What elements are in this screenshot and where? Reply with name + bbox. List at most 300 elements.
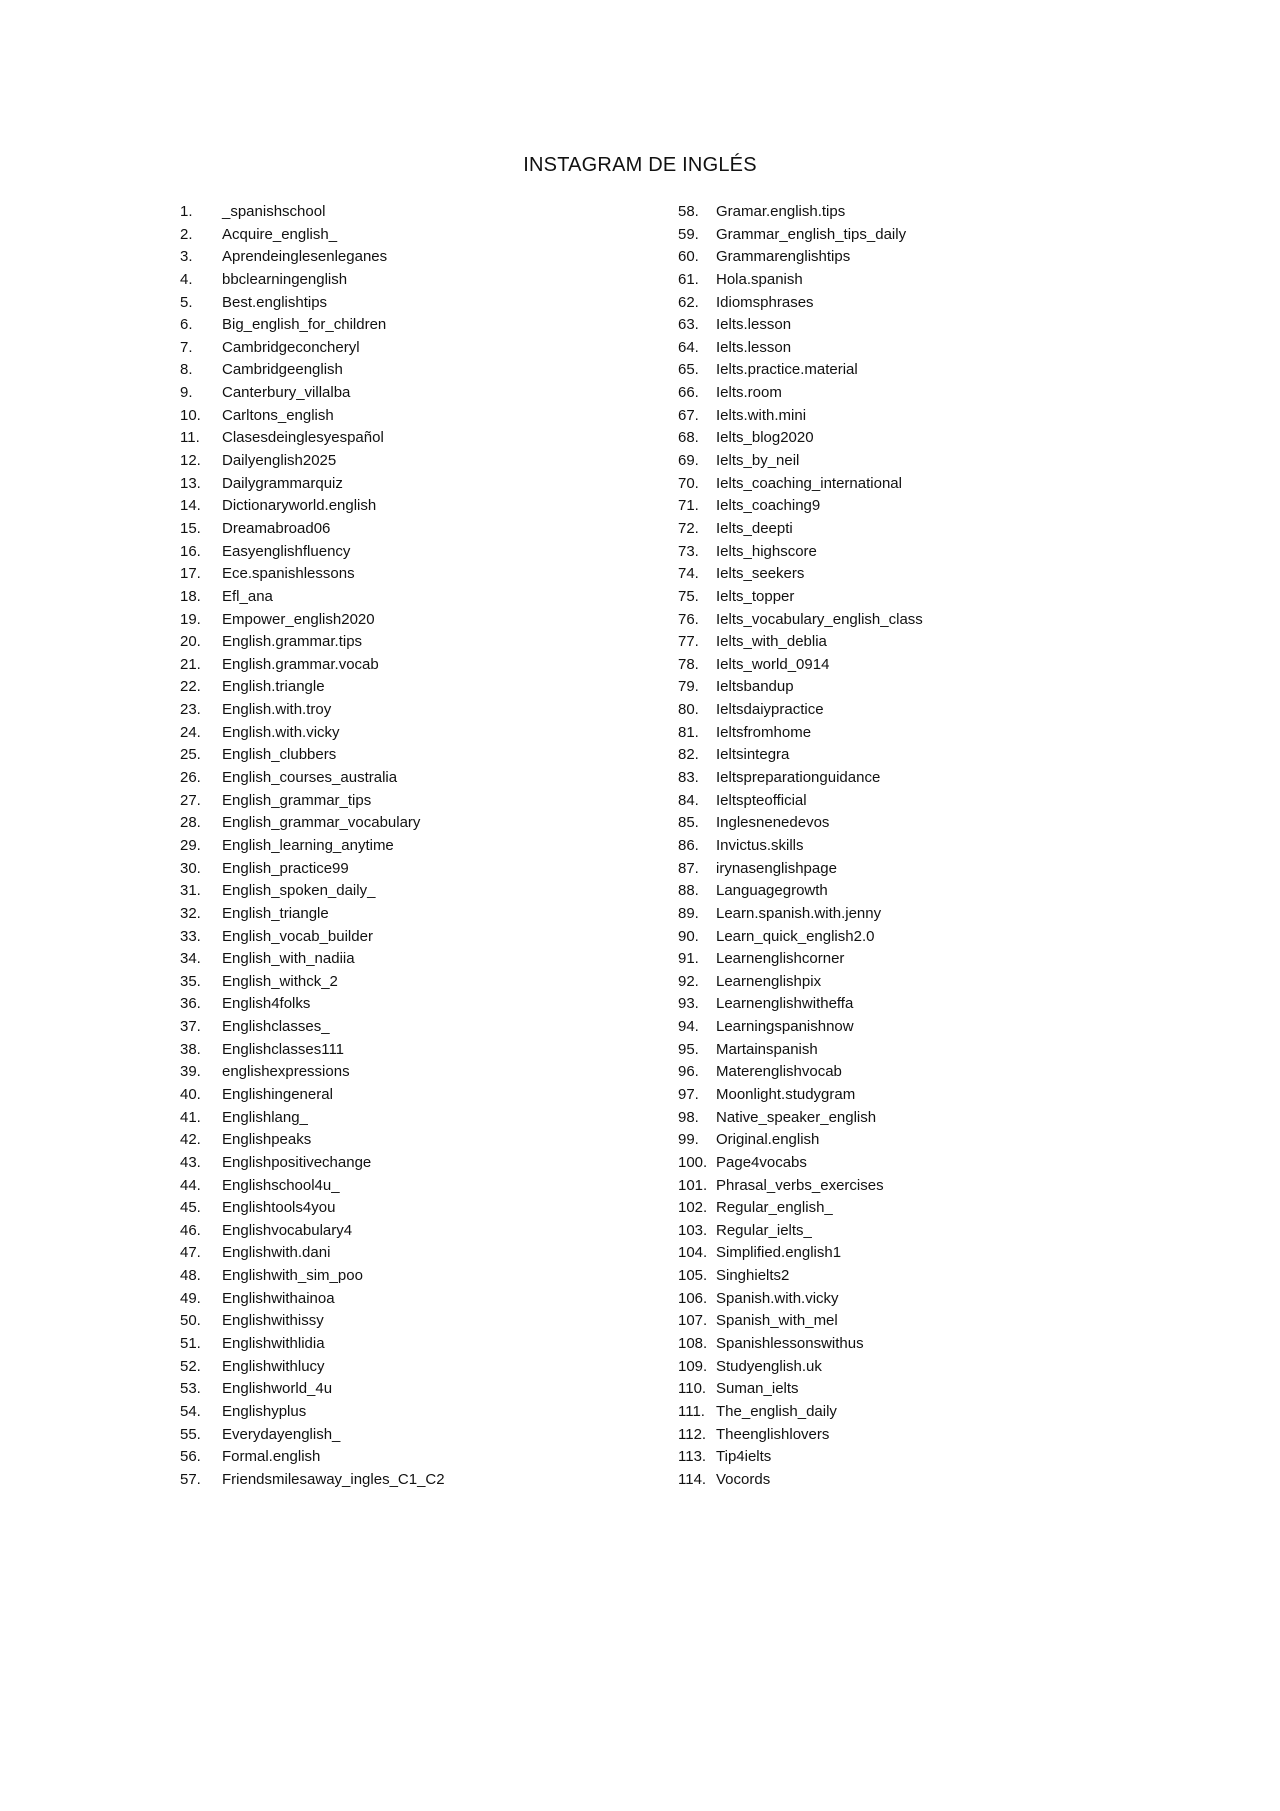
list-item	[180, 201, 640, 224]
list-item-account-name: Learn_quick_english2.0	[716, 927, 875, 945]
list-item-number: 17.	[180, 565, 201, 583]
list-item-number: 11.	[180, 429, 200, 447]
list-item-account-name: Original.english	[716, 1131, 820, 1149]
list-item-account-name: English.with.vicky	[222, 723, 340, 741]
list-item-number: 89.	[678, 904, 699, 922]
list-item-number: 78.	[678, 655, 699, 673]
list-item-account-name: Ieltsintegra	[716, 746, 790, 764]
list-item-account-name: Friendsmilesaway_ingles_C1_C2	[222, 1470, 445, 1488]
list-item	[180, 382, 640, 405]
list-item-number: 43.	[180, 1153, 201, 1171]
list-item	[180, 948, 640, 971]
list-item-number: 27.	[180, 791, 201, 809]
list-item	[180, 767, 640, 790]
list-item	[180, 563, 640, 586]
list-item	[180, 450, 640, 473]
list-item	[180, 269, 640, 292]
list-item-number: 65.	[678, 361, 699, 379]
list-item	[180, 1265, 640, 1288]
list-item	[180, 1310, 640, 1333]
list-item	[678, 948, 1198, 971]
list-item-account-name: Cambridgeconcheryl	[222, 338, 360, 356]
list-item	[678, 1107, 1198, 1130]
list-item	[678, 427, 1198, 450]
list-item-number: 110.	[678, 1380, 707, 1398]
list-item-number: 46.	[180, 1221, 201, 1239]
list-item-number: 15.	[180, 519, 201, 537]
list-item-account-name: English_practice99	[222, 859, 349, 877]
list-item-account-name: Easyenglishfluency	[222, 542, 351, 560]
list-item-account-name: Ielts.with.mini	[716, 406, 807, 424]
list-item-account-name: Moonlight.studygram	[716, 1085, 856, 1103]
list-item-account-name: Best.englishtips	[222, 293, 328, 311]
list-item	[678, 858, 1198, 881]
list-item-account-name: Englishvocabulary4	[222, 1221, 353, 1239]
list-item-number: 44.	[180, 1176, 201, 1194]
list-item-account-name: The_english_daily	[716, 1402, 837, 1420]
list-item-account-name: Native_speaker_english	[716, 1108, 877, 1126]
list-item-account-name: Ielts_coaching_international	[716, 474, 902, 492]
list-item	[678, 880, 1198, 903]
list-item-account-name: Englishclasses_	[222, 1018, 330, 1036]
list-item	[180, 926, 640, 949]
list-item	[180, 1288, 640, 1311]
list-item-account-name: English_vocab_builder	[222, 927, 373, 945]
list-item-account-name: Formal.english	[222, 1448, 321, 1466]
list-item-number: 85.	[678, 814, 699, 832]
list-item	[678, 1378, 1198, 1401]
list-item	[678, 1084, 1198, 1107]
list-item-account-name: Cambridgeenglish	[222, 361, 343, 379]
list-item-account-name: Englishlang_	[222, 1108, 308, 1126]
list-item	[180, 518, 640, 541]
list-item-number: 36.	[180, 995, 201, 1013]
list-item-account-name: Ielts_by_neil	[716, 452, 800, 470]
list-item-account-name: Spanish_with_mel	[716, 1312, 838, 1330]
list-item	[180, 541, 640, 564]
list-item	[180, 790, 640, 813]
list-item-number: 16.	[180, 542, 201, 560]
list-item-number: 92.	[678, 972, 699, 990]
list-item-number: 10.	[180, 406, 201, 424]
list-item-account-name: Empower_english2020	[222, 610, 375, 628]
list-item-number: 61.	[678, 270, 699, 288]
list-item-account-name: Inglesnenedevos	[716, 814, 830, 832]
list-item-number: 30.	[180, 859, 201, 877]
list-item-number: 41.	[180, 1108, 201, 1126]
list-item	[180, 812, 640, 835]
list-item	[180, 314, 640, 337]
list-item-number: 69.	[678, 452, 699, 470]
list-item-number: 14.	[180, 497, 201, 515]
list-item	[678, 1310, 1198, 1333]
list-item	[678, 1446, 1198, 1469]
list-item-number: 82.	[678, 746, 699, 764]
list-item-account-name: Regular_ielts_	[716, 1221, 812, 1239]
list-item-number: 86.	[678, 836, 699, 854]
list-item-number: 81.	[678, 723, 699, 741]
list-item-number: 72.	[678, 519, 699, 537]
list-item	[180, 1197, 640, 1220]
list-item-number: 95.	[678, 1040, 699, 1058]
list-item-number: 33.	[180, 927, 201, 945]
list-item-account-name: Ielts_coaching9	[716, 497, 821, 515]
list-item-number: 74.	[678, 565, 699, 583]
list-item-account-name: Grammarenglishtips	[716, 248, 851, 266]
list-item	[678, 269, 1198, 292]
list-item	[678, 926, 1198, 949]
list-item	[678, 676, 1198, 699]
list-item	[180, 1039, 640, 1062]
list-item-number: 97.	[678, 1085, 699, 1103]
list-item-account-name: Spanishlessonswithus	[716, 1335, 864, 1353]
list-item-number: 50.	[180, 1312, 201, 1330]
list-item	[678, 1401, 1198, 1424]
list-item-account-name: Englishtools4you	[222, 1199, 336, 1217]
list-item	[180, 1333, 640, 1356]
list-item-number: 32.	[180, 904, 201, 922]
list-item-number: 9.	[180, 384, 193, 402]
list-item-number: 31.	[180, 882, 201, 900]
list-item-account-name: Languagegrowth	[716, 882, 828, 900]
list-item-number: 83.	[678, 769, 699, 787]
list-item-account-name: Learnenglishcorner	[716, 950, 845, 968]
list-item-account-name: Grammar_english_tips_daily	[716, 225, 907, 243]
list-item-account-name: Martainspanish	[716, 1040, 818, 1058]
list-item	[678, 903, 1198, 926]
list-item-account-name: Singhielts2	[716, 1267, 790, 1285]
list-item	[678, 495, 1198, 518]
list-item	[678, 609, 1198, 632]
list-item-number: 75.	[678, 587, 699, 605]
list-item	[180, 744, 640, 767]
list-item	[678, 1129, 1198, 1152]
list-item	[180, 1061, 640, 1084]
list-item-account-name: Englishclasses111	[222, 1040, 345, 1058]
list-item	[678, 450, 1198, 473]
list-item	[678, 790, 1198, 813]
list-item	[180, 858, 640, 881]
list-item-account-name: Aprendeinglesenleganes	[222, 248, 388, 266]
list-item-number: 34.	[180, 950, 201, 968]
list-item	[180, 654, 640, 677]
list-item-number: 91.	[678, 950, 699, 968]
list-item-number: 90.	[678, 927, 699, 945]
list-item-account-name: bbclearningenglish	[222, 270, 348, 288]
list-item-account-name: Ielts_highscore	[716, 542, 817, 560]
list-item-account-name: Studyenglish.uk	[716, 1357, 822, 1375]
list-item-account-name: Ece.spanishlessons	[222, 565, 355, 583]
list-item	[678, 654, 1198, 677]
list-item-number: 84.	[678, 791, 699, 809]
list-item	[180, 676, 640, 699]
list-item-number: 66.	[678, 384, 699, 402]
list-item-account-name: Tip4ielts	[716, 1448, 772, 1466]
list-item-account-name: Hola.spanish	[716, 270, 803, 288]
list-item-account-name: Ieltspreparationguidance	[716, 769, 881, 787]
list-item-account-name: English.grammar.vocab	[222, 655, 379, 673]
list-item	[180, 473, 640, 496]
list-item	[678, 359, 1198, 382]
list-item	[180, 609, 640, 632]
list-item-number: 51.	[180, 1335, 201, 1353]
list-item-account-name: English_grammar_tips	[222, 791, 372, 809]
list-item	[180, 1220, 640, 1243]
list-item-account-name: Ieltsfromhome	[716, 723, 812, 741]
list-item	[180, 1242, 640, 1265]
list-item	[180, 495, 640, 518]
list-item-number: 96.	[678, 1063, 699, 1081]
list-item-account-name: irynasenglishpage	[716, 859, 837, 877]
list-item	[180, 1401, 640, 1424]
list-item	[678, 337, 1198, 360]
list-item-account-name: Learnenglishwitheffa	[716, 995, 854, 1013]
list-item	[678, 1356, 1198, 1379]
list-item-account-name: English_triangle	[222, 904, 329, 922]
list-item	[180, 1446, 640, 1469]
list-item-account-name: Idiomsphrases	[716, 293, 814, 311]
list-item	[180, 971, 640, 994]
list-item	[678, 744, 1198, 767]
list-item-number: 7.	[180, 338, 193, 356]
list-item-number: 62.	[678, 293, 699, 311]
list-item	[180, 359, 640, 382]
list-item-number: 4.	[180, 270, 193, 288]
list-item-account-name: Ielts.lesson	[716, 338, 792, 356]
list-item-account-name: englishexpressions	[222, 1063, 350, 1081]
list-item	[678, 767, 1198, 790]
list-item-account-name: Clasesdeinglesyespañol	[222, 429, 384, 447]
list-item-number: 12.	[180, 452, 201, 470]
list-item-account-name: Ieltsdaiypractice	[716, 701, 824, 719]
list-item	[678, 473, 1198, 496]
list-item	[678, 1152, 1198, 1175]
list-item-account-name: Carltons_english	[222, 406, 334, 424]
list-item-number: 104.	[678, 1244, 708, 1262]
list-item-number: 40.	[180, 1085, 201, 1103]
list-item-number: 24.	[180, 723, 201, 741]
list-item-account-name: Big_english_for_children	[222, 316, 387, 334]
list-item-number: 105.	[678, 1267, 708, 1285]
list-item-account-name: Ielts_deepti	[716, 519, 793, 537]
list-item-number: 101.	[678, 1176, 708, 1194]
list-item	[180, 427, 640, 450]
list-item-number: 98.	[678, 1108, 699, 1126]
list-item-account-name: English_spoken_daily_	[222, 882, 376, 900]
list-item-number: 57.	[180, 1470, 201, 1488]
list-item	[678, 292, 1198, 315]
list-item-account-name: Englishwithlidia	[222, 1335, 325, 1353]
list-item-account-name: English_grammar_vocabulary	[222, 814, 421, 832]
list-item-account-name: Dreamabroad06	[222, 519, 331, 537]
list-item	[678, 722, 1198, 745]
list-item-account-name: English_clubbers	[222, 746, 337, 764]
list-item-number: 109.	[678, 1357, 708, 1375]
list-item	[678, 812, 1198, 835]
list-item-number: 52.	[180, 1357, 201, 1375]
list-item	[180, 1152, 640, 1175]
list-item	[678, 541, 1198, 564]
list-item	[678, 1424, 1198, 1447]
list-item	[678, 224, 1198, 247]
list-item-number: 88.	[678, 882, 699, 900]
list-item	[180, 586, 640, 609]
list-item-account-name: Dictionaryworld.english	[222, 497, 377, 515]
list-item	[180, 292, 640, 315]
list-item	[678, 563, 1198, 586]
list-item	[678, 835, 1198, 858]
list-item-number: 6.	[180, 316, 193, 334]
list-item-number: 1.	[180, 203, 193, 220]
list-item-number: 70.	[678, 474, 699, 492]
list-item-account-name: Ielts.room	[716, 384, 782, 402]
list-item-account-name: English_withck_2	[222, 972, 338, 990]
list-item	[678, 201, 1198, 224]
list-item-number: 55.	[180, 1425, 201, 1443]
list-item	[678, 314, 1198, 337]
list-item-number: 76.	[678, 610, 699, 628]
list-item-number: 49.	[180, 1289, 201, 1307]
list-item-number: 87.	[678, 859, 699, 877]
list-item-number: 28.	[180, 814, 201, 832]
list-item-account-name: Ielts_blog2020	[716, 429, 814, 447]
list-item-account-name: Ielts_topper	[716, 587, 795, 605]
list-item-number: 21.	[180, 655, 201, 673]
list-item-account-name: English4folks	[222, 995, 311, 1013]
list-item-number: 8.	[180, 361, 193, 379]
list-item-number: 48.	[180, 1267, 201, 1285]
list-item-account-name: Invictus.skills	[716, 836, 804, 854]
list-item-account-name: Englishingeneral	[222, 1085, 333, 1103]
list-item	[180, 1016, 640, 1039]
list-item	[678, 971, 1198, 994]
list-item	[678, 1288, 1198, 1311]
page-title: INSTAGRAM DE INGLÉS	[523, 154, 757, 176]
list-item-account-name: Learn.spanish.with.jenny	[716, 904, 882, 922]
list-item-number: 68.	[678, 429, 699, 447]
list-item-number: 77.	[678, 633, 699, 651]
list-item-account-name: Ielts_with_deblia	[716, 633, 827, 651]
list-item-number: 26.	[180, 769, 201, 787]
list-item	[678, 246, 1198, 269]
list-item	[180, 1378, 640, 1401]
list-item-number: 80.	[678, 701, 699, 719]
list-item-account-name: Phrasal_verbs_exercises	[716, 1176, 884, 1194]
list-item-account-name: Ieltspteofficial	[716, 791, 807, 809]
list-item	[678, 405, 1198, 428]
list-item-account-name: Englishschool4u_	[222, 1176, 340, 1194]
list-item-number: 114.	[678, 1470, 707, 1488]
list-item-account-name: English.with.troy	[222, 701, 332, 719]
list-item-account-name: Learningspanishnow	[716, 1018, 854, 1036]
list-item-number: 42.	[180, 1131, 201, 1149]
list-item-number: 53.	[180, 1380, 201, 1398]
list-item	[678, 1265, 1198, 1288]
list-item-number: 35.	[180, 972, 201, 990]
list-item	[678, 1175, 1198, 1198]
list-item-number: 79.	[678, 678, 699, 696]
list-item-account-name: Englishpositivechange	[222, 1153, 372, 1171]
list-item-account-name: Ielts_seekers	[716, 565, 805, 583]
list-item	[180, 1107, 640, 1130]
list-item	[678, 993, 1198, 1016]
list-item-account-name: Dailyenglish2025	[222, 452, 337, 470]
list-item-number: 108.	[678, 1335, 708, 1353]
list-item-account-name: Ielts_world_0914	[716, 655, 830, 673]
list-item-number: 112.	[678, 1425, 707, 1443]
list-item-account-name: Learnenglishpix	[716, 972, 822, 990]
list-item-account-name: Vocords	[716, 1470, 771, 1488]
list-item-number: 67.	[678, 406, 699, 424]
list-item	[180, 835, 640, 858]
account-list-right	[678, 201, 1198, 1492]
list-item-account-name: English.triangle	[222, 678, 325, 696]
list-item	[678, 631, 1198, 654]
list-item-account-name: Englishyplus	[222, 1402, 307, 1420]
list-item-account-name: Efl_ana	[222, 587, 273, 605]
list-item	[180, 1129, 640, 1152]
list-item	[180, 1175, 640, 1198]
list-item	[678, 1333, 1198, 1356]
list-item	[180, 405, 640, 428]
list-item-account-name: Ielts.lesson	[716, 316, 792, 334]
list-item-number: 94.	[678, 1018, 699, 1036]
list-item-account-name: Englishworld_4u	[222, 1380, 333, 1398]
list-item-number: 45.	[180, 1199, 201, 1217]
list-item	[180, 631, 640, 654]
list-item-account-name: Englishpeaks	[222, 1131, 312, 1149]
list-item-number: 100.	[678, 1153, 708, 1171]
list-item	[678, 382, 1198, 405]
list-item	[180, 880, 640, 903]
list-item	[678, 518, 1198, 541]
list-item	[678, 1220, 1198, 1243]
list-item-account-name: Spanish.with.vicky	[716, 1289, 839, 1307]
list-item-number: 107.	[678, 1312, 708, 1330]
list-item-number: 111.	[678, 1402, 705, 1420]
list-item	[180, 903, 640, 926]
list-item	[678, 1242, 1198, 1265]
list-item-account-name: Englishwithissy	[222, 1312, 324, 1330]
list-item-account-name: Englishwithlucy	[222, 1357, 325, 1375]
list-item-account-name: Materenglishvocab	[716, 1063, 842, 1081]
list-item-account-name: Theenglishlovers	[716, 1425, 830, 1443]
list-item-number: 25.	[180, 746, 201, 764]
list-item	[678, 699, 1198, 722]
list-item-number: 64.	[678, 338, 699, 356]
list-item-number: 29.	[180, 836, 201, 854]
list-item-number: 106.	[678, 1289, 708, 1307]
list-item-account-name: _spanishschool	[222, 203, 326, 220]
list-item-account-name: Ielts.practice.material	[716, 361, 858, 379]
list-item-number: 39.	[180, 1063, 201, 1081]
list-item-account-name: Acquire_english_	[222, 225, 338, 243]
list-item-number: 37.	[180, 1018, 201, 1036]
list-item-number: 71.	[678, 497, 699, 515]
list-item-account-name: Englishwithainoa	[222, 1289, 335, 1307]
list-item-number: 18.	[180, 587, 201, 605]
list-item	[678, 1197, 1198, 1220]
list-item-account-name: Ieltsbandup	[716, 678, 794, 696]
list-item	[180, 993, 640, 1016]
list-item-account-name: Englishwith_sim_poo	[222, 1267, 363, 1285]
list-item	[678, 1469, 1198, 1492]
list-item-account-name: English_learning_anytime	[222, 836, 394, 854]
list-item	[180, 1084, 640, 1107]
list-item	[180, 722, 640, 745]
list-item-number: 22.	[180, 678, 201, 696]
list-item-account-name: English_courses_australia	[222, 769, 398, 787]
